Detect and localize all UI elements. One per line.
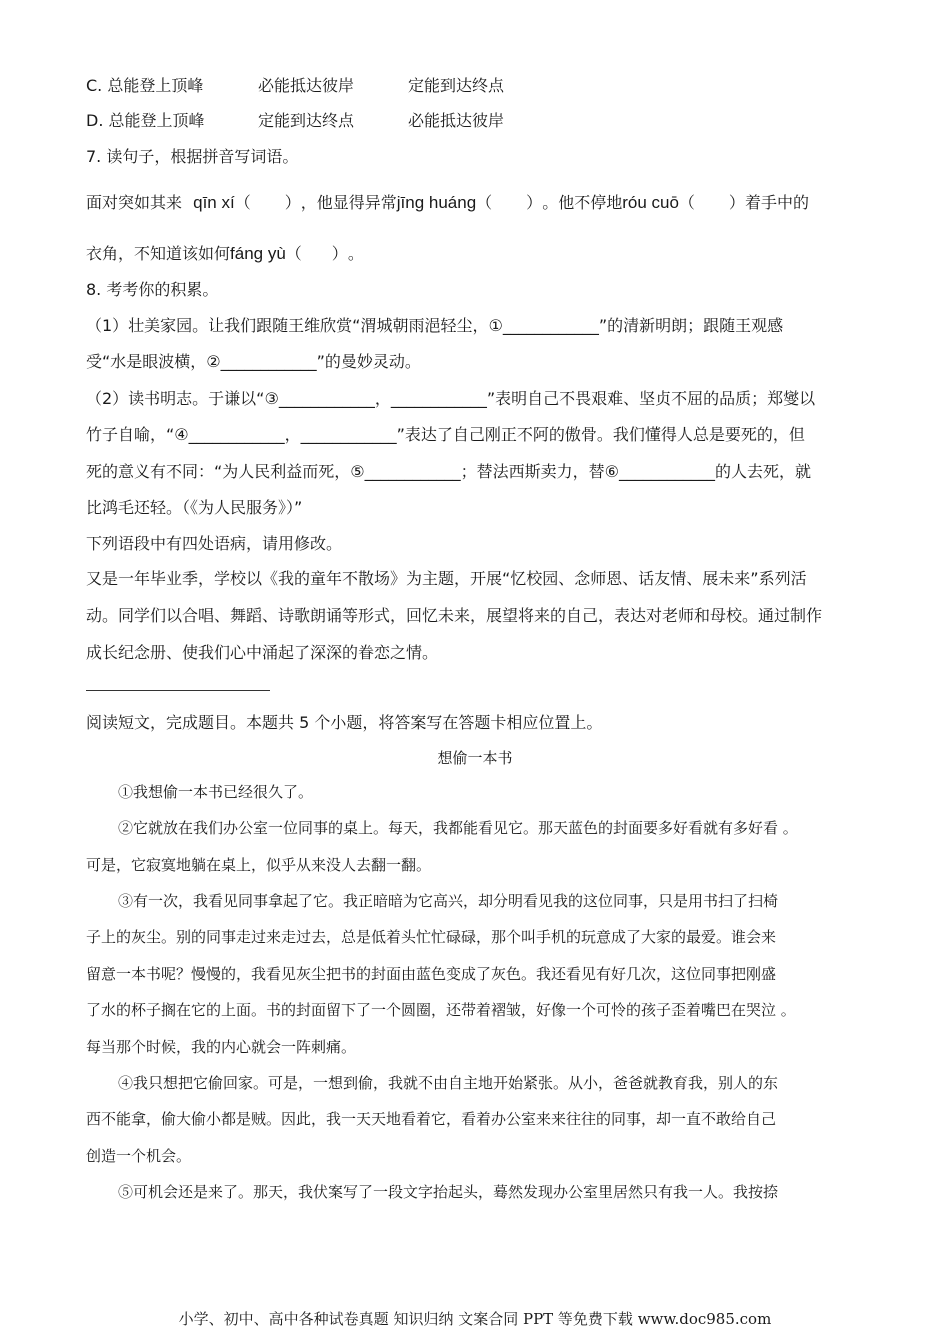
story-line: 西不能拿，偷大偷小都是贼。因此，我一天天地看着它，看着办公室来来往往的同事，却一直不敢给自己 — [86, 1110, 777, 1128]
option-d-text-3: 必能抵达彼岸 — [408, 111, 505, 130]
paren-open: （ — [678, 193, 695, 212]
paren-open: （ — [285, 244, 302, 263]
option-c — [86, 76, 504, 96]
story-title: 想偷一本书 — [437, 749, 513, 767]
option-d-label: D. 总能登上顶峰 — [86, 111, 205, 130]
option-d-text-2: 定能到达终点 — [258, 111, 355, 130]
q9-line-2: 动。同学们以合唱、舞蹈、诗歌朗诵等形式，回忆未来，展望将来的自己，表达对老师和母校。通过制作 — [86, 606, 823, 625]
q8-heading: 8. 考考你的积累。 — [86, 280, 219, 299]
q7-text-d: 着手中的 — [744, 193, 809, 212]
paren-open: （ — [234, 193, 251, 212]
story-line: 留意一本书呢？慢慢的，我看见灰尘把书的封面由蓝色变成了灰色。我还看见有好几次，这位同事把刚盛 — [86, 965, 777, 983]
pinyin-qinxi: qīn xí — [193, 193, 235, 212]
story-line: ①我想偷一本书已经很久了。 — [118, 783, 314, 801]
option-c-label: C. 总能登上顶峰 — [86, 76, 204, 95]
story-line: 创造一个机会。 — [86, 1147, 192, 1165]
pinyin-fangyu: fáng yù — [230, 244, 286, 263]
story-line: ④我只想把它偷回家。可是，一想到偷，我就不由自主地开始紧张。从小，爸爸就教育我，别人的东 — [118, 1074, 779, 1092]
q7-text-b: ，他显得异常 — [300, 193, 397, 212]
paren-close: ） — [526, 193, 543, 212]
q8-line-3: （2）读书明志。于谦以“③____________，____________”表明自己不畏艰难、坚贞不屈的品质；郑燮以 — [86, 389, 816, 408]
q7-text-f: 。 — [347, 244, 364, 263]
q7-line-1 — [86, 193, 809, 213]
option-c-text-2: 必能抵达彼岸 — [258, 76, 355, 95]
paren-close: ） — [331, 244, 348, 263]
q8-line-5: 死的意义有不同：“为人民利益而死，⑤____________；替法西斯卖力，替⑥____________的人去死，就 — [86, 462, 811, 481]
paren-close: ） — [728, 193, 745, 212]
q7-line-2 — [86, 244, 364, 264]
story-line: 每当那个时候，我的内心就会一阵刺痛。 — [86, 1038, 357, 1056]
q8-line-6: 比鸿毛还轻。（《为人民服务》）” — [86, 498, 303, 517]
q9-line-1: 又是一年毕业季，学校以《我的童年不散场》为主题，开展“忆校园、念师恩、话友情、展未来”系列活 — [86, 569, 807, 588]
story-line: 可是，它寂寞地躺在桌上，似乎从来没人去翻一翻。 — [86, 856, 432, 874]
story-line: 了水的杯子搁在它的上面。书的封面留下了一个圆圈，还带着褶皱，好像一个可怜的孩子歪着嘴巴在哭泣 。 — [86, 1001, 796, 1019]
q7-text-a: 面对突如其来 — [86, 193, 183, 212]
story-line: ⑤可机会还是来了。那天，我伏案写了一段文字抬起头，蓦然发现办公室里居然只有我一人。我按捺 — [118, 1183, 779, 1201]
q8-line-4: 竹子自喻，“④____________，____________”表达了自己刚正不阿的傲骨。我们懂得人总是要死的，但 — [86, 425, 805, 444]
option-c-text-3: 定能到达终点 — [408, 76, 505, 95]
pinyin-jinghuang: jīng huáng — [396, 193, 477, 212]
paren-close: ） — [284, 193, 301, 212]
reading-instruction: 阅读短文，完成题目。本题共 5 个小题，将答案写在答题卡相应位置上。 — [86, 713, 603, 732]
q7-text-e: 衣角，不知道该如何 — [86, 244, 231, 263]
q7-text-c: 。他不停地 — [542, 193, 623, 212]
pinyin-roucuo: róu cuō — [622, 193, 679, 212]
q8-line-2: 受“水是眼波横，②____________”的曼妙灵动。 — [86, 352, 421, 371]
page-footer: 小学、初中、高中各种试卷真题 知识归纳 文案合同 PPT 等免费下载 www.doc985.com — [178, 1310, 772, 1328]
q7-heading: 7. 读句子，根据拼音写词语。 — [86, 147, 299, 166]
answer-line — [86, 690, 270, 691]
story-line: 子上的灰尘。别的同事走过来走过去，总是低着头忙忙碌碌，那个叫手机的玩意成了大家的最爱。谁会来 — [86, 928, 777, 946]
paren-open: （ — [476, 193, 493, 212]
q8-line-1: （1）壮美家园。让我们跟随王维欣赏“渭城朝雨浥轻尘，①____________”的清新明朗；跟随王观感 — [86, 316, 784, 335]
q9-line-3: 成长纪念册、使我们心中涌起了深深的眷恋之情。 — [86, 643, 439, 662]
story-line: ③有一次，我看见同事拿起了它。我正暗暗为它高兴，却分明看见我的这位同事，只是用书扫了扫椅 — [118, 892, 779, 910]
q9-heading: 下列语段中有四处语病，请用修改。 — [86, 534, 343, 553]
option-d — [86, 111, 504, 131]
story-line: ②它就放在我们办公室一位同事的桌上。每天，我都能看见它。那天蓝色的封面要多好看就有多好看 。 — [118, 819, 798, 837]
